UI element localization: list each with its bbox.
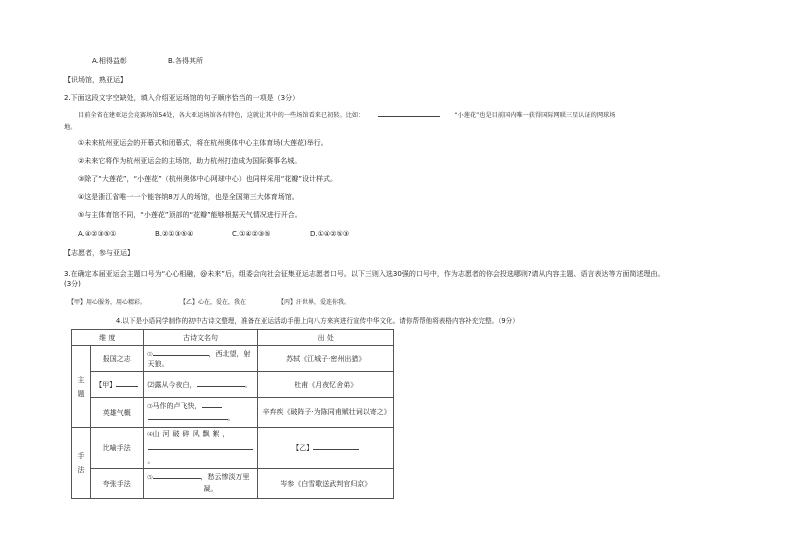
q2-option-d[interactable]: D.①④②⑤③: [310, 230, 349, 238]
q2-option-c[interactable]: C.①④②③⑤: [232, 230, 271, 238]
row4-source: [258, 428, 394, 469]
row1-source: 苏轼《江城子·密州出猎》: [258, 346, 394, 372]
table-row: [72, 346, 394, 372]
row1-number: ⑴: [147, 351, 153, 358]
q3-stem-text: 3.在确定本届亚运会主题口号为“心心相融，@未来”后，组委会向社会征集亚运志愿者口号。以下三则入选30强的口号中，作为志愿者的你会投选哪则?请从内容主题、语言表达等方面简述理由。: [64, 270, 665, 278]
q3-slogan-b: 【乙】心在，爱在，我在: [180, 299, 247, 306]
row3-poem-text: 马作的卢飞快，: [152, 402, 202, 410]
q3-slogan-a: 【甲】用心服务，用心精彩。: [68, 299, 147, 306]
q2-option-a[interactable]: A.④②③⑤①: [78, 230, 117, 238]
row2-blank[interactable]: [197, 386, 245, 387]
row1-blank[interactable]: [153, 355, 209, 356]
row1-poem: [143, 346, 258, 372]
q2-sentence-3: ③除了“大莲花”，“小莲花”（杭州奥体中心网球中心）也同样采用“花瓣”设计样式。: [78, 175, 338, 183]
q2-stem: 2.下面这段文字空缺处，填入介绍亚运场馆的句子顺序恰当的一项是（3分）: [64, 94, 300, 102]
q2-paragraph-pre: 目前全省在建亚运会竞赛场馆54处，各大亚运场馆各有特色，这就让其中的一些场馆看来已初转。比如：: [78, 112, 365, 119]
header-poem: 古诗文名句: [143, 330, 258, 346]
table-row: [72, 398, 394, 428]
table-row: [72, 372, 394, 398]
row5-poem-end: 凝。: [203, 485, 218, 493]
q1-option-a: A.相得益彰: [92, 57, 127, 65]
table-row: [72, 428, 394, 469]
row4-blank[interactable]: [148, 449, 253, 450]
header-source: 出 处: [258, 330, 394, 346]
q2-sentence-2: ②未来它将作为杭州亚运会的主场馆，助力杭州打造成为国际赛事名城。: [78, 157, 302, 165]
row4-source-label: 【乙】: [292, 444, 314, 452]
q2-answer-blank[interactable]: [378, 116, 440, 117]
q1-option-b: B.各得其所: [168, 57, 204, 65]
q3-stem: [64, 268, 740, 280]
row4-dimension: 比喻手法: [90, 428, 143, 469]
table-row: [72, 469, 394, 499]
q3-slogan-c: 【丙】汗世界，爱连你我。: [278, 299, 351, 306]
row1-dimension: 报国之志: [90, 346, 143, 372]
row2-source: 杜甫《月夜忆舍弟》: [258, 372, 394, 398]
row1-poem-text: ，西北望，射天狼。: [147, 349, 251, 368]
row3-number: ⑶: [147, 404, 153, 410]
row2-poem: [143, 372, 258, 398]
row3-blank-b[interactable]: [148, 419, 228, 420]
q2-option-b[interactable]: B.②①③⑤④: [155, 230, 194, 238]
row5-number: ⑸: [147, 475, 153, 481]
row2-poem-end: 。: [244, 380, 252, 389]
section-heading-volunteers: 【志愿者，参与亚运】: [64, 249, 134, 257]
q3-score: (3分): [64, 280, 81, 288]
row4-number: ⑷: [147, 432, 153, 438]
row3-source: 辛弃疾《破阵子·为陈同甫赋壮词以寄之》: [258, 398, 394, 428]
group-theme: 主题: [72, 346, 91, 428]
row3-blank-a[interactable]: [202, 407, 222, 408]
section-heading-venues: 【识场馆，熟亚运】: [64, 76, 127, 84]
row5-source: 岑参《白雪歌送武判官归京》: [258, 469, 394, 499]
q4-stem: 4.以下是小语同学制作的初中古诗文整理，准备在亚运活动手册上向八方来宾进行宣传中华文化。请你帮帮他将表格内容补充完整。（9分）: [116, 317, 519, 325]
row2-poem-text: ⑵露从今夜白，: [147, 380, 197, 389]
row2-dimension-blank[interactable]: [116, 386, 138, 387]
row3-dimension: 英雄气概: [90, 398, 143, 428]
row5-poem: [143, 469, 258, 499]
q2-paragraph-post: “小莲花”也是目前国内唯一获得国际网联三星认证的网球场: [454, 112, 616, 119]
row4-poem-text: 山河破碎风飘絮，: [152, 430, 233, 438]
row4-poem-end: 。: [147, 457, 155, 465]
row3-poem: ⑶马作的卢飞快， 。: [143, 398, 258, 428]
group-technique: 手法: [72, 428, 91, 499]
q2-sentence-1: ①未来杭州亚运会的开幕式和闭幕式，将在杭州奥体中心主体育场(大莲花)举行。: [78, 139, 328, 147]
q2-paragraph-end: 地。: [64, 124, 77, 131]
row2-dimension: [90, 372, 143, 398]
row5-poem-text: ，愁云惨淡万里: [200, 473, 250, 481]
header-dimension: 维 度: [72, 330, 144, 346]
row5-dimension: 夸张手法: [90, 469, 143, 499]
q2-sentence-4: ④这是浙江省唯一一个能容纳8万人的场馆，也是全国第三大体育场馆。: [78, 193, 299, 201]
q2-sentence-5: ⑤与主体育馆不同，“小莲花”顶部的“花瓣”能够根据天气情况进行开合。: [78, 211, 302, 219]
row4-source-blank[interactable]: [313, 449, 359, 450]
q2-paragraph: [78, 112, 615, 119]
poetry-table: [71, 329, 394, 499]
row2-dimension-label: 【甲】: [95, 380, 117, 389]
row4-poem: [143, 428, 258, 469]
row5-blank[interactable]: [153, 478, 201, 479]
